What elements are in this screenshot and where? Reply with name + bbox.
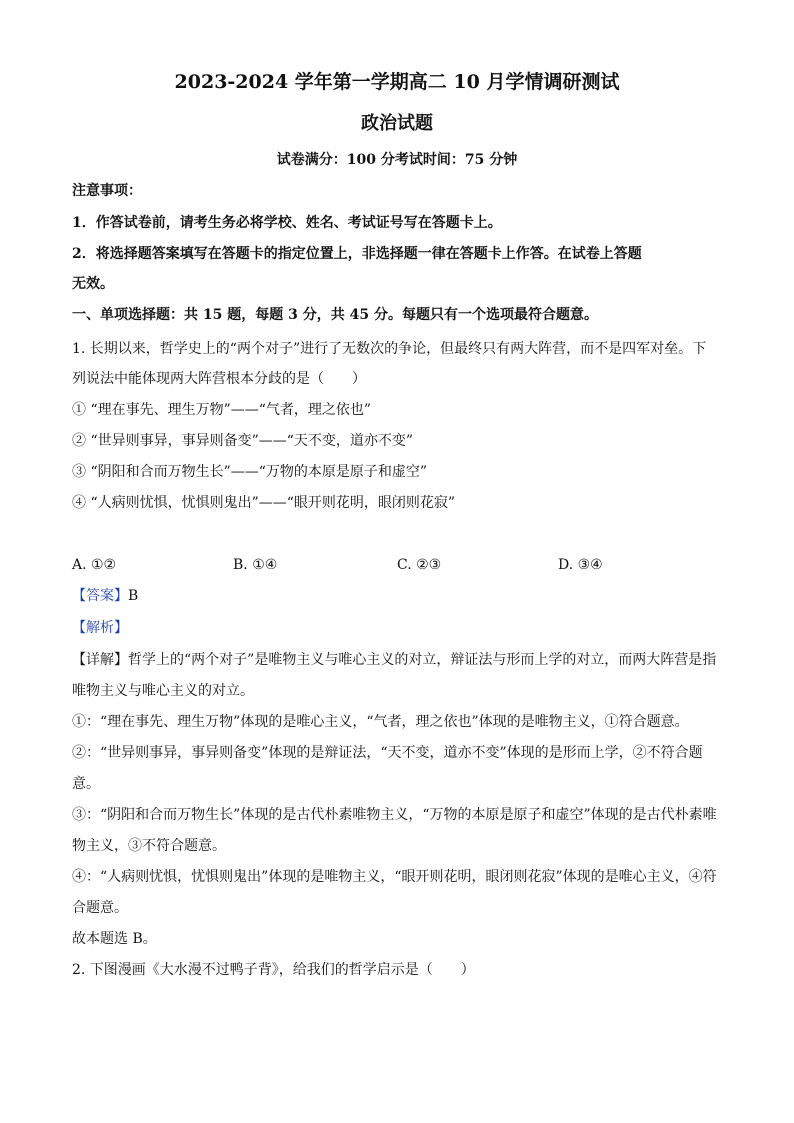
q1-statement-3: ③ “阴阳和合而万物生长”——“万物的本原是原子和虚空” [72,464,428,480]
q1-statement-4: ④ “人病则忧惧，忧惧则鬼出”——“眼开则花明，眼闭则花寂” [72,495,456,511]
answer-value: B [128,588,139,604]
notice-item-2-line-1: 2．将选择题答案填写在答题卡的指定位置上，非选择题一律在答题卡上作答。在试卷上答题 [72,246,642,262]
subject-title: 政治试题 [361,113,433,134]
exam-title: 2023-2024 学年第一学期高二 10 月学情调研测试 [174,71,620,93]
analysis-tag: 【解析】 [72,620,128,636]
q1-statement-2: ② “世异则事异，事异则备变”——“天不变，道亦不变” [72,433,414,449]
q1-stem-line-1: 1. 长期以来，哲学史上的“两个对子”进行了无数次的争论，但最终只有两大阵营，而不是四军对垒。下 [72,341,707,357]
q1-explain-3-line-1: ③：“阴阳和合而万物生长”体现的是古代朴素唯物主义，“万物的本原是原子和虚空”体现的是古代朴素唯 [72,807,717,823]
exam-info: 试卷满分：100 分考试时间：75 分钟 [276,152,518,168]
q1-explain-4-line-2: 合题意。 [72,900,128,916]
q1-explain-1: ①：“理在事先、理生万物”体现的是唯心主义，“气者，理之依也”体现的是唯物主义，①符合题意。 [72,714,689,730]
q1-detail-line-1 [72,650,716,670]
q1-option-c: C. ②③ [397,557,442,573]
q1-statement-1: ① “理在事先、理生万物”——“气者，理之依也” [72,402,372,418]
q1-explain-3-line-2: 物主义，③不符合题意。 [72,838,226,854]
q1-answer [72,586,138,606]
q1-explain-2-line-1: ②：“世异则事异，事异则备变”体现的是辩证法，“天不变，道亦不变”体现的是形而上学，②不符合题 [72,745,703,761]
q1-conclusion: 故本题选 B。 [72,931,157,947]
q1-option-a: A. ①② [72,557,117,573]
q1-explain-4-line-1: ④：“人病则忧惧，忧惧则鬼出”体现的是唯物主义，“眼开则花明，眼闭则花寂”体现的是唯心主义，④符 [72,869,717,885]
q1-detail-line-2: 唯物主义与唯心主义的对立。 [72,683,254,699]
q1-stem-line-2: 列说法中能体现两大阵营根本分歧的是（ ） [72,371,366,387]
notice-item-1: 1．作答试卷前，请考生务必将学校、姓名、考试证号写在答题卡上。 [72,215,502,231]
notice-heading: 注意事项： [72,183,142,199]
q2-stem: 2. 下图漫画《大水漫不过鸭子背》，给我们的哲学启示是（ ） [72,962,475,978]
detail-tag: 【详解】 [72,652,128,668]
q1-option-d: D. ③④ [558,557,603,573]
q1-explain-2-line-2: 意。 [72,776,100,792]
answer-tag: 【答案】 [72,588,128,604]
notice-item-2-line-2: 无效。 [72,276,114,292]
detail-text: 哲学上的“两个对子”是唯物主义与唯心主义的对立，辩证法与形而上学的对立，而两大阵营是指 [128,652,717,668]
q1-option-b: B. ①④ [233,557,278,573]
section-1-heading: 一、单项选择题：共 15 题，每题 3 分，共 45 分。每题只有一个选项最符合题意。 [72,307,598,323]
